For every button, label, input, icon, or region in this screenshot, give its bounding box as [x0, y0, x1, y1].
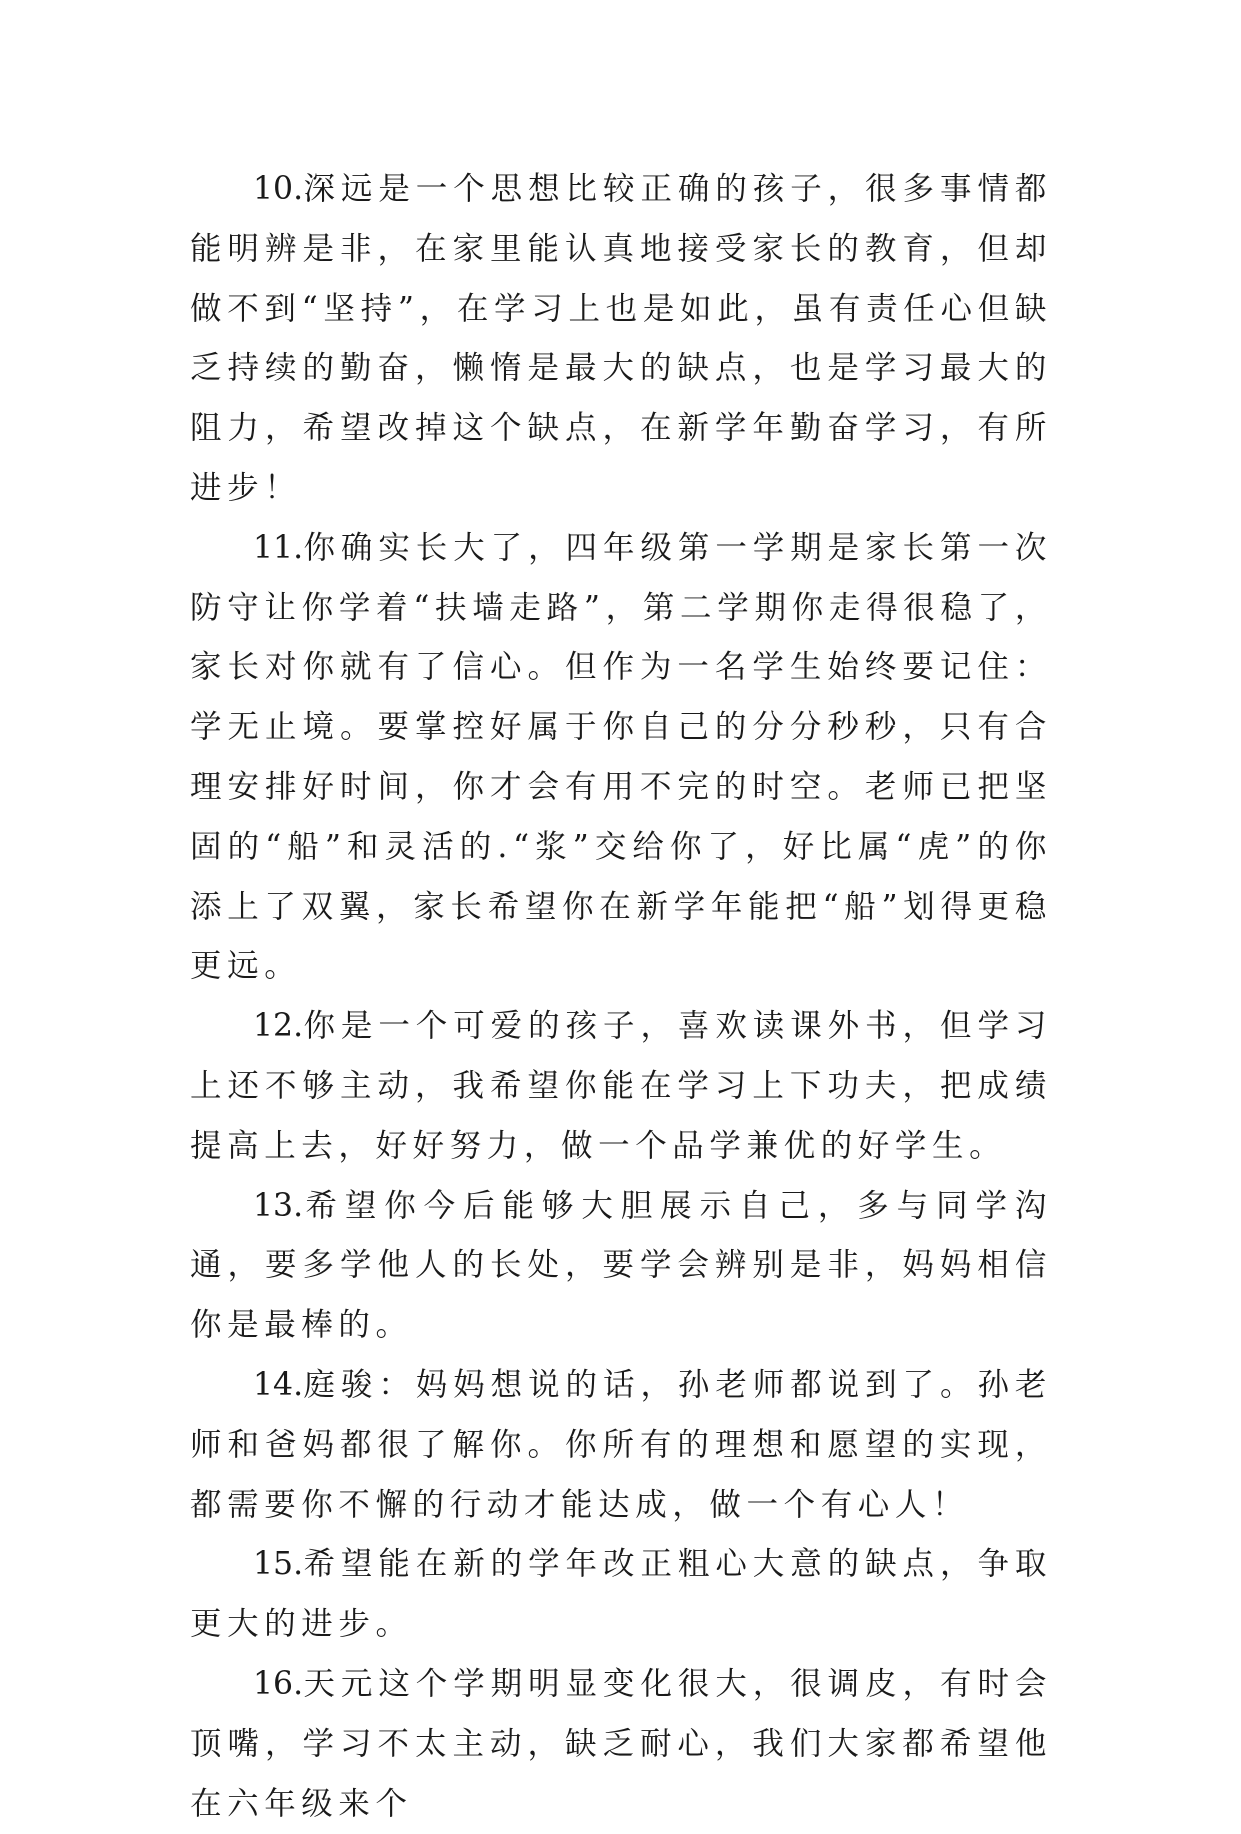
paragraph-14 — [190, 1356, 1052, 1535]
paragraph-11 — [190, 519, 1052, 997]
paragraph-number: 12. — [253, 1008, 304, 1045]
paragraph-number: 14. — [253, 1366, 304, 1403]
paragraph-number: 11. — [253, 529, 304, 566]
paragraph-text: 天元这个学期明显变化很大，很调皮，有时会顶嘴，学习不太主动，缺乏耐心，我们大家都希望他在六年级来个 — [190, 1665, 1052, 1822]
paragraph-text: 希望你今后能够大胆展示自己，多与同学沟通，要多学他人的长处，要学会辨别是非，妈妈相信你是最棒的。 — [190, 1187, 1052, 1344]
document-body — [190, 160, 1052, 1834]
paragraph-text: 你确实长大了，四年级第一学期是家长第一次防守让你学着“扶墙走路”，第二学期你走得很稳了，家长对你就有了信心。但作为一名学生始终要记住：学无止境。要掌控好属于你自己的分分秒秒，只有合理安排好时间，你才会有用不完的时空。老师已把坚固的“船”和灵活的.“浆”交给你了，好比属“虎”的你添上了双翼，家长希望你在新学年能把“船”划得更稳更远。 — [190, 529, 1052, 985]
paragraph-12 — [190, 997, 1052, 1176]
paragraph-15 — [190, 1535, 1052, 1655]
paragraph-text: 庭骏：妈妈想说的话，孙老师都说到了。孙老师和爸妈都很了解你。你所有的理想和愿望的实现，都需要你不懈的行动才能达成，做一个有心人！ — [190, 1366, 1052, 1523]
paragraph-number: 16. — [253, 1665, 304, 1702]
paragraph-text: 深远是一个思想比较正确的孩子，很多事情都能明辨是非，在家里能认真地接受家长的教育，但却做不到“坚持”，在学习上也是如此，虽有责任心但缺乏持续的勤奋，懒惰是最大的缺点，也是学习最大的阻力，希望改掉这个缺点，在新学年勤奋学习，有所进步！ — [190, 171, 1052, 506]
paragraph-text: 你是一个可爱的孩子，喜欢读课外书，但学习上还不够主动，我希望你能在学习上下功夫，把成绩提高上去，好好努力，做一个品学兼优的好学生。 — [190, 1008, 1052, 1164]
paragraph-number: 10. — [253, 171, 304, 207]
paragraph-13 — [190, 1177, 1052, 1356]
paragraph-16 — [190, 1655, 1052, 1834]
paragraph-text: 希望能在新的学年改正粗心大意的缺点，争取更大的进步。 — [190, 1546, 1052, 1643]
paragraph-10 — [190, 160, 1052, 519]
paragraph-number: 13. — [253, 1187, 304, 1224]
paragraph-number: 15. — [253, 1546, 304, 1583]
